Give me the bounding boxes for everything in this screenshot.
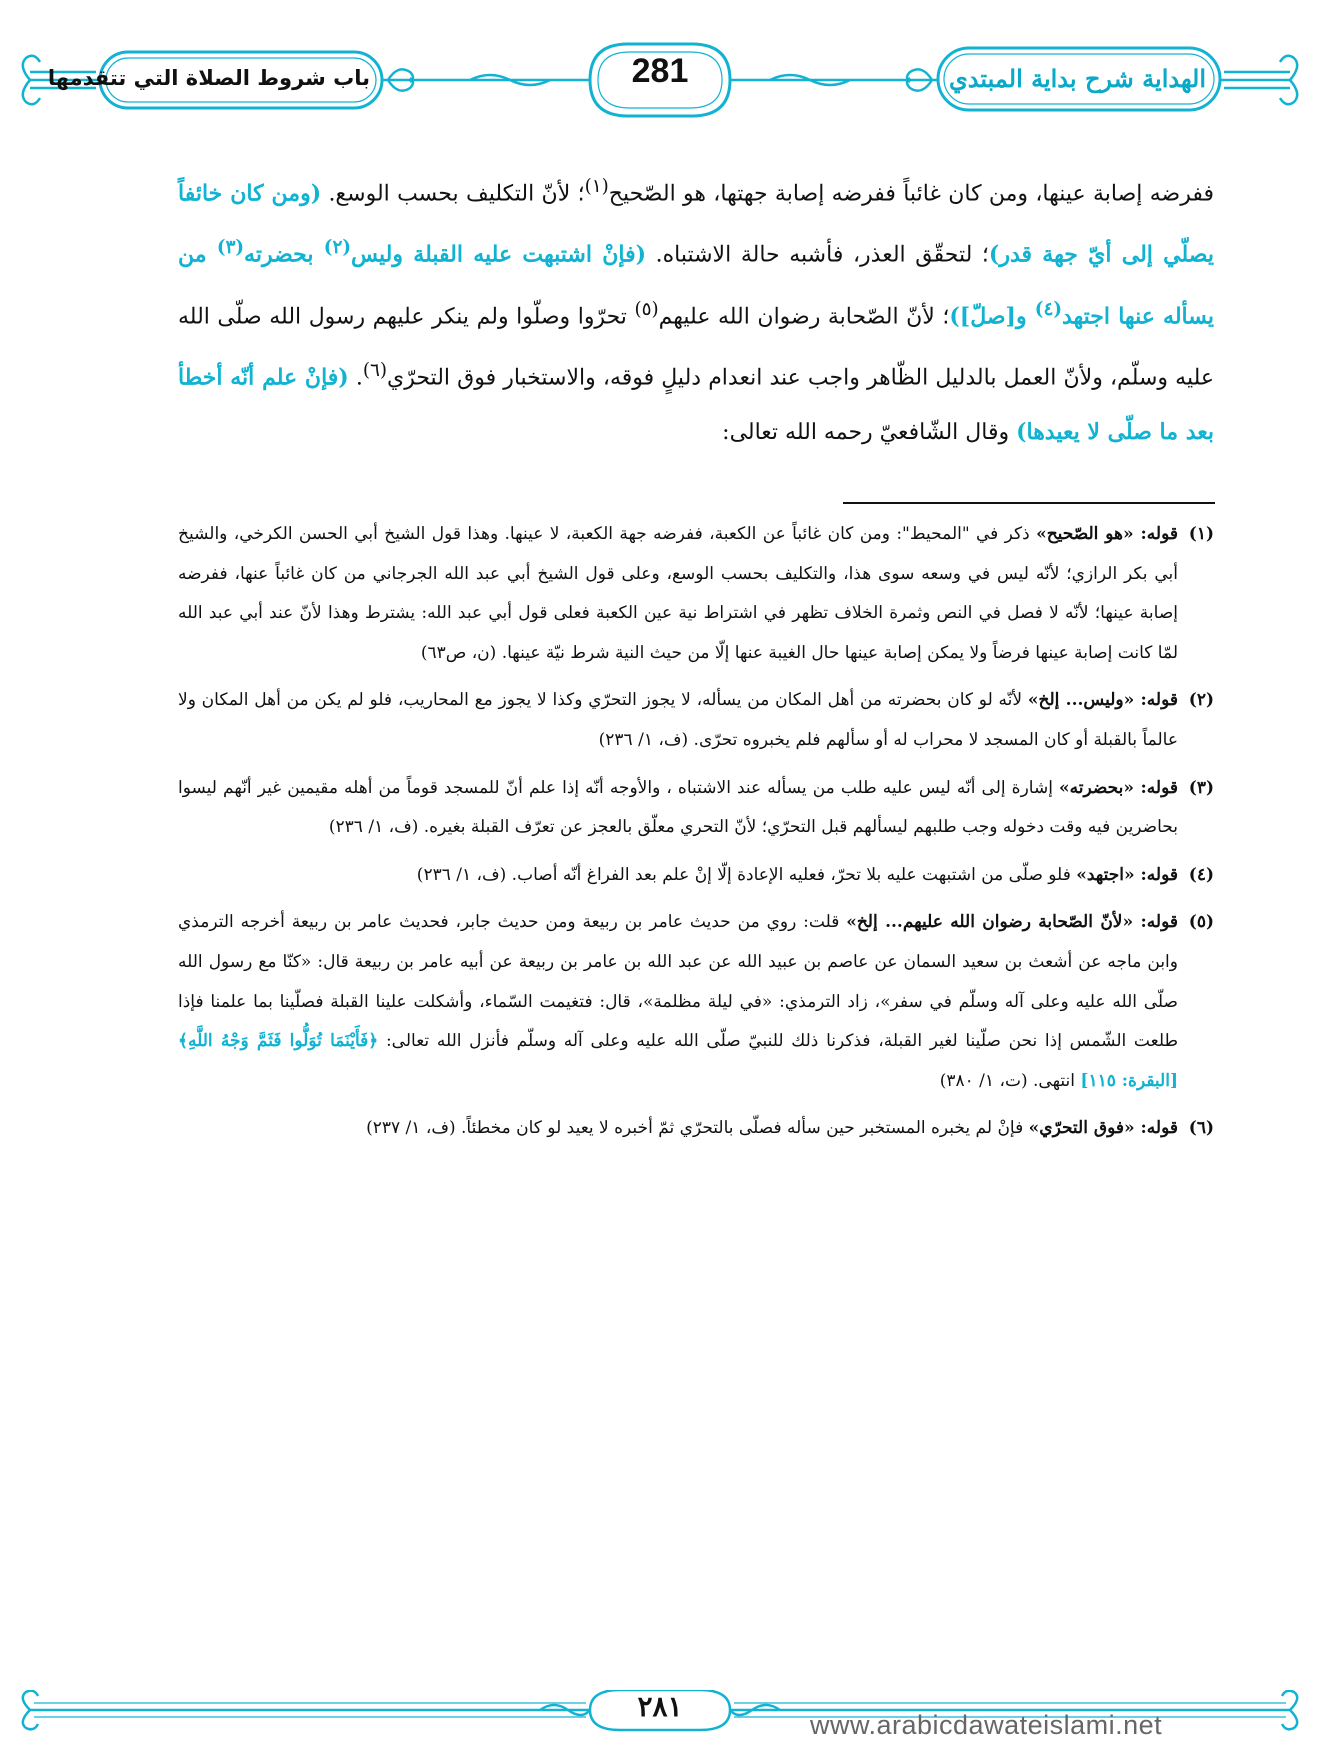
footnote-ref: (٥)	[634, 298, 659, 320]
matn-text: (ومن كان خائفاً يصلّي إلى أيّ جهة قدر)	[178, 180, 1215, 268]
footnote-keyword: قوله: «لأنّ الصّحابة رضوان الله عليهم... إلخ»	[846, 912, 1178, 933]
main-text	[178, 160, 1214, 460]
footnote-separator	[843, 502, 1215, 504]
quran-verse: ﴿فَأَيْنَمَا تُوَلُّوا فَثَمَّ وَجْهُ اللَّهِ﴾ [البقرة: ١١٥]	[178, 1031, 1178, 1091]
matn-text: بحضرته	[244, 241, 324, 268]
sharh-text: وقال الشّافعيّ رحمه الله تعالى:	[722, 420, 1017, 446]
footnote	[178, 769, 1214, 848]
footnote-text: إشارة إلى أنّه ليس عليه طلب من يسأله عند الاشتباه ، والأوجه أنّه إذا علم أنّ للمسجد قوماً من أهله مقيمين غير أنّهم ليسوا بحاضرين فيه وقت دخوله وجب طلبهم ليسألهم قبل التحرّي؛ لأنّ التحري معلّق بالعجز عن تعرّف القبلة بغيره. (ف، ١/ ٢٣٦)	[178, 777, 1178, 838]
footnote-text: لأنّه لو كان بحضرته من أهل المكان من يسأله، لا يجوز التحرّي وكذا لا يجوز مع المحاريب، فلو لم يكن من أهل المكان ولا عالماً بالقبلة أو كان المسجد لا محراب له أو سألهم فلم يخبروه تحرّى. (ف، ١/ ٢٣٦)	[178, 690, 1178, 750]
footnote	[178, 515, 1214, 673]
footnote-text: فلو صلّى من اشتبهت عليه بلا تحرّ، فعليه الإعادة إلّا إنْ علم بعد الفراغ أنّه أصاب. (ف، ١/ ٢٣٦)	[416, 864, 1077, 885]
footnote	[178, 681, 1214, 760]
footnote-number: (٣)	[1188, 777, 1214, 798]
sharh-text: ؛ لأنّ التكليف بحسب الوسع.	[321, 181, 585, 207]
sharh-text: ؛ لتحقّق العذر، فأشبه حالة الاشتباه.	[646, 242, 989, 268]
footnote-text: قلت: روي من حديث عامر بن ربيعة ومن حديث جابر، فحديث عامر بن ربيعة أخرجه الترمذي وابن ماجه عن أشعث بن سعيد السمان عن عاصم بن عبيد الله عن عبد الله بن عامر بن ربيعة عن أبيه عامر بن ربيعة قال: «كنّا مع رسول الله صلّى الله عليه وعلى آله وسلّم في سفر»، زاد الترمذي: «في ليلة مظلمة»، قال: فتغيمت السّماء، وأشكلت علينا القبلة فصلّينا بما علمنا فإذا طلعت الشّمس إذا نحن صلّينا لغير القبلة، فذكرنا ذلك للنبيّ صلّى الله عليه وعلى آله وسلّم فأنزل الله تعالى:	[178, 912, 1178, 1052]
footnote-keyword: قوله: «اجتهد»	[1076, 864, 1178, 885]
footnote-ref: (٣)	[216, 237, 245, 259]
footnote-number: (٦)	[1188, 1118, 1214, 1139]
matn-text: (فإنْ اشتبهت عليه القبلة وليس	[350, 241, 646, 268]
matn-text: و[صلّ])	[949, 302, 1035, 329]
footnote	[178, 856, 1214, 896]
sharh-text: .	[348, 365, 363, 391]
footnote-text: انتهى. (ت، ١/ ٣٨٠)	[939, 1070, 1081, 1091]
page-number: 281	[631, 52, 689, 90]
matn-text: من يسأله عنها اجتهد	[178, 241, 1214, 329]
footnote	[178, 903, 1214, 1101]
sharh-text: ففرضه إصابة عينها، ومن كان غائباً ففرضه إصابة جهتها، هو الصّحيح	[608, 181, 1214, 207]
book-title: الهداية شرح بداية المبتدي	[949, 64, 1206, 93]
footnote-keyword: قوله: «هو الصّحيح»	[1036, 524, 1178, 544]
footnote-keyword: قوله: «فوق التحرّي»	[1028, 1118, 1178, 1139]
footnote-ref: (٦)	[362, 359, 387, 381]
footnote-ref: (٤)	[1034, 298, 1062, 320]
website-url: www.arabicdawateislami.net	[810, 1710, 1163, 1740]
footnote-keyword: قوله: «وليس... إلخ»	[1027, 690, 1178, 711]
footnote-text: فإنْ لم يخبره المستخبر حين سأله فصلّى بالتحرّي ثمّ أخبره لا يعيد لو كان مخطئاً. (ف، ١/ ٢٣٧)	[366, 1118, 1029, 1139]
sharh-text: ؛ لأنّ الصّحابة رضوان الله عليهم	[658, 303, 950, 329]
footnote-number: (٢)	[1188, 690, 1214, 711]
matn-text: (فإنْ علم أنّه أخطأ بعد ما صلّى لا يعيدها)	[178, 364, 1214, 446]
page-header	[0, 0, 1320, 160]
footnote-number: (١)	[1188, 524, 1214, 544]
footnote-ref: (٢)	[323, 237, 351, 259]
main-paragraph	[178, 160, 1214, 460]
footnote	[178, 1109, 1214, 1149]
footnote-number: (٥)	[1188, 912, 1214, 933]
footnote-keyword: قوله: «بحضرته»	[1059, 777, 1179, 798]
footnote-text: ذكر في "المحيط": ومن كان غائباً عن الكعبة، ففرضه جهة الكعبة، لا عينها. وهذا قول الشيخ أبي الحسن الكرخي، والشيخ أبي بكر الرازي؛ لأنّه ليس في وسعه سوى هذا، والتكليف بحسب الوسع، وعلى قول الشيخ أبي عبد الله الجرجاني من كان غائباً عنها، ففرضه إصابة عينها؛ لأنّه لا فصل في النص وثمرة الخلاف تظهر في اشتراط نية عين الكعبة فعلى قول أبي عبد الله: يشترط وهذا لأنّ عند أبي عبد الله لمّا كانت إصابة عينها فرضاً ولا يمكن إصابة عينها حال الغيبة عنها إلّا من حيث النية شرط نيّة عينها. (ن، ص٦٣)	[178, 524, 1179, 663]
chapter-title: باب شروط الصلاة التي تتقدمها	[47, 66, 370, 90]
footnotes	[178, 515, 1214, 1157]
footer-page-number: ٢٨١	[637, 1690, 683, 1723]
sharh-text: تحرّوا وصلّوا ولم ينكر عليهم رسول الله صلّى الله عليه وسلّم، ولأنّ العمل بالدليل الظّاهر واجب عند انعدام دليلٍ فوقه، والاستخبار فوق التحرّي	[178, 303, 1214, 391]
footnote-ref: (١)	[584, 176, 609, 197]
footnote-number: (٤)	[1188, 864, 1214, 885]
